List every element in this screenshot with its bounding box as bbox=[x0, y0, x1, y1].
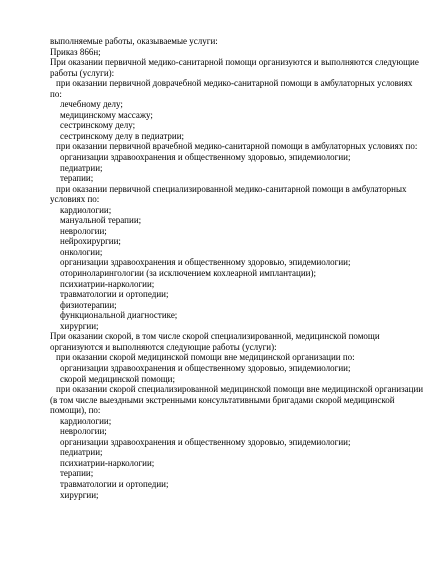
document-line: выполняемые работы, оказываемые услуги: bbox=[50, 36, 218, 46]
document-line: кардиологии; bbox=[60, 415, 112, 426]
document-line: при оказании скорой медицинской помощи вне медицинской организации по: bbox=[56, 352, 355, 363]
document-line: организации здравоохранения и общественному здоровью, эпидемиологии; bbox=[60, 362, 351, 373]
document-line: функциональной диагностике; bbox=[60, 310, 178, 321]
document-line: нейрохирургии; bbox=[60, 236, 121, 247]
document-line: условиях по: bbox=[50, 194, 100, 205]
document-line: травматологии и ортопедии; bbox=[60, 478, 169, 489]
document-line: оториноларингологии (за исключением кохлеарной имплантации); bbox=[60, 268, 316, 279]
document-line: сестринскому делу; bbox=[60, 120, 136, 131]
document-line: неврологии; bbox=[60, 225, 107, 236]
document-line: Приказ 866н; bbox=[50, 46, 101, 57]
document-line: скорой медицинской помощи; bbox=[60, 373, 175, 384]
document-line: медицинскому массажу; bbox=[60, 109, 153, 120]
document-line: психиатрии-наркологии; bbox=[60, 278, 155, 289]
document-line: хирургии; bbox=[60, 489, 99, 500]
document-line: терапии; bbox=[60, 173, 94, 184]
document-line: при оказании скорой специализированной медицинской помощи вне медицинской организации bbox=[56, 384, 424, 395]
document-line: физиотерапии; bbox=[60, 299, 117, 310]
document-line: при оказании первичной врачебной медико-санитарной помощи в амбулаторных условиях по: bbox=[56, 141, 418, 152]
document-line: педиатрии; bbox=[60, 162, 103, 173]
document-line: организации здравоохранения и общественному здоровью, эпидемиологии; bbox=[60, 436, 351, 447]
document-line: организации здравоохранения и общественному здоровью, эпидемиологии; bbox=[60, 152, 351, 163]
document-line: кардиологии; bbox=[60, 204, 112, 215]
document-body bbox=[50, 36, 422, 500]
document-line: лечебному делу; bbox=[60, 99, 123, 110]
document-line: При оказании скорой, в том числе скорой специализированной, медицинской помощи bbox=[50, 331, 380, 342]
document-line: организации здравоохранения и общественному здоровью, эпидемиологии; bbox=[60, 257, 351, 268]
document-line: мануальной терапии; bbox=[60, 215, 142, 226]
document-line: работы (услуги): bbox=[50, 67, 115, 78]
document-line: (в том числе выездными экстренными консультативными бригадами скорой медицинской bbox=[50, 394, 395, 405]
document-line: неврологии; bbox=[60, 426, 107, 437]
document-line: по: bbox=[50, 88, 62, 99]
document-line: помощи), по: bbox=[50, 405, 101, 416]
document-line: онкологии; bbox=[60, 246, 103, 257]
document-line: организуются и выполняются следующие работы (услуги): bbox=[50, 341, 277, 352]
document-line: педиатрии; bbox=[60, 447, 103, 458]
document-line: при оказании первичной специализированной медико-санитарной помощи в амбулаторных bbox=[56, 183, 407, 194]
document-line: терапии; bbox=[60, 468, 94, 479]
document-line: хирургии; bbox=[60, 320, 99, 331]
document-line: психиатрии-наркологии; bbox=[60, 457, 155, 468]
document-line: травматологии и ортопедии; bbox=[60, 289, 169, 300]
document-line: При оказании первичной медико-санитарной помощи организуются и выполняются следующие bbox=[50, 57, 419, 68]
document-line: при оказании первичной доврачебной медико-санитарной помощи в амбулаторных условиях bbox=[56, 78, 413, 89]
document-line: сестринскому делу в педиатрии; bbox=[60, 130, 185, 141]
